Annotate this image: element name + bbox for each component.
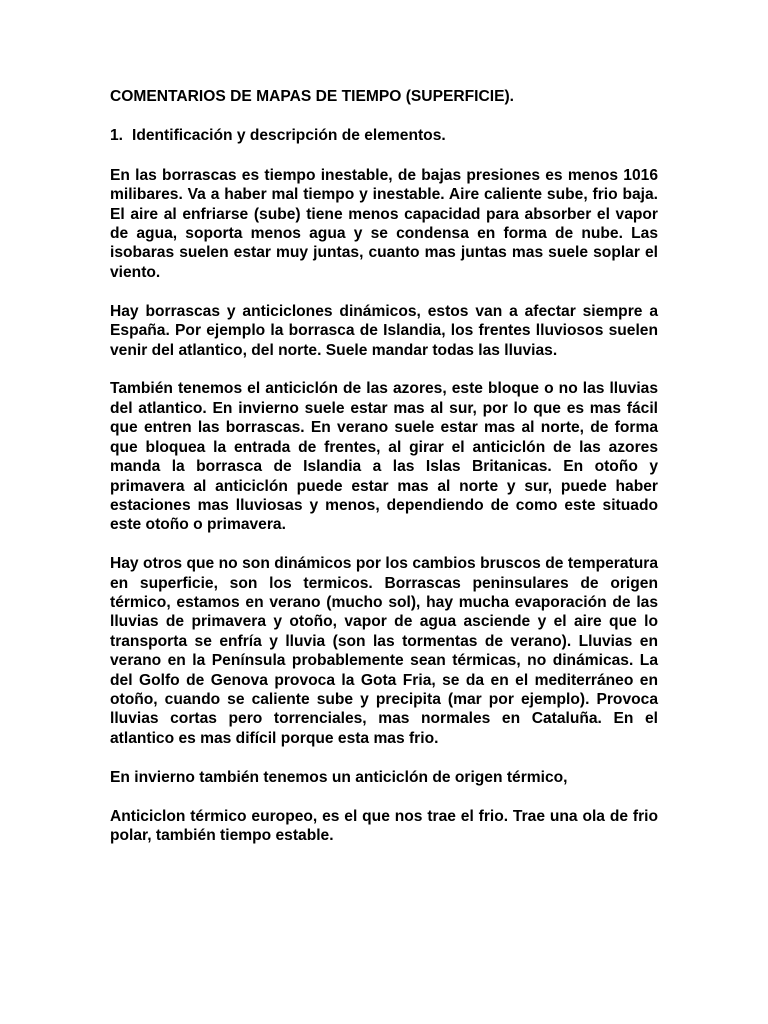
section-heading-text: Identificación y descripción de elementos. <box>132 127 446 145</box>
paragraph-borrascas: En las borrascas es tiempo inestable, de bajas presiones es menos 1016 milibares. Va a haber mal tiempo y inestable. Aire caliente sube, frio baja. El aire al enfriarse (sube) tiene menos capacidad para absorber el vapor de agua, soporta menos agua y se condensa en forma de nube. Las isobaras suelen estar muy juntas, cuanto mas juntas mas suele soplar el viento. <box>110 166 658 281</box>
paragraph-dinamicos: Hay borrascas y anticiclones dinámicos, estos van a afectar siempre a España. Por ejemplo la borrasca de Islandia, los frentes lluviosos suelen venir del atlantico, del norte. Suele mandar todas las lluvias. <box>110 302 658 359</box>
document-body <box>110 87 658 865</box>
paragraph-invierno: En invierno también tenemos un anticiclón de origen térmico, <box>110 768 568 786</box>
paragraph-azores: También tenemos el anticiclón de las azores, este bloque o no las lluvias del atlantico. En invierno suele estar mas al sur, por lo que es mas fácil que entren las borrascas. En verano suele estar mas al norte, de forma que bloquea la entrada de frentes, al girar el anticiclón de las azores manda la borrasca de Islandia a las Islas Britanicas. En otoño y primavera al anticiclón puede estar mas al norte y sur, puede haber estaciones mas lluviosas y menos, dependiendo de como este situado este otoño o primavera. <box>110 380 658 534</box>
paragraph-termicos: Hay otros que no son dinámicos por los cambios bruscos de temperatura en superficie, son los termicos. Borrascas peninsulares de origen térmico, estamos en verano (mucho sol), hay mucha evaporación de las lluvias de primavera y otoño, vapor de agua asciende y el aire que lo transporta se enfría y lluvia (son las tormentas de verano). Lluvias en verano en la Península probablemente sean térmicas, no dinámicas. La del Golfo de Genova provoca la Gota Fria, se da en el mediterráneo en otoño, cuando se caliente sube y precipita (mar por ejemplo). Provoca lluvias cortas pero torrenciales, mas normales en Cataluña. En el atlantico es mas difícil porque esta mas frio. <box>110 555 658 747</box>
section-number: 1. <box>110 127 124 145</box>
paragraph-anticiclon-europeo: Anticiclon térmico europeo, es el que nos trae el frio. Trae una ola de frio polar, también tiempo estable. <box>110 807 658 845</box>
document-title: COMENTARIOS DE MAPAS DE TIEMPO (SUPERFICIE). <box>110 88 515 105</box>
section-heading <box>110 126 658 145</box>
